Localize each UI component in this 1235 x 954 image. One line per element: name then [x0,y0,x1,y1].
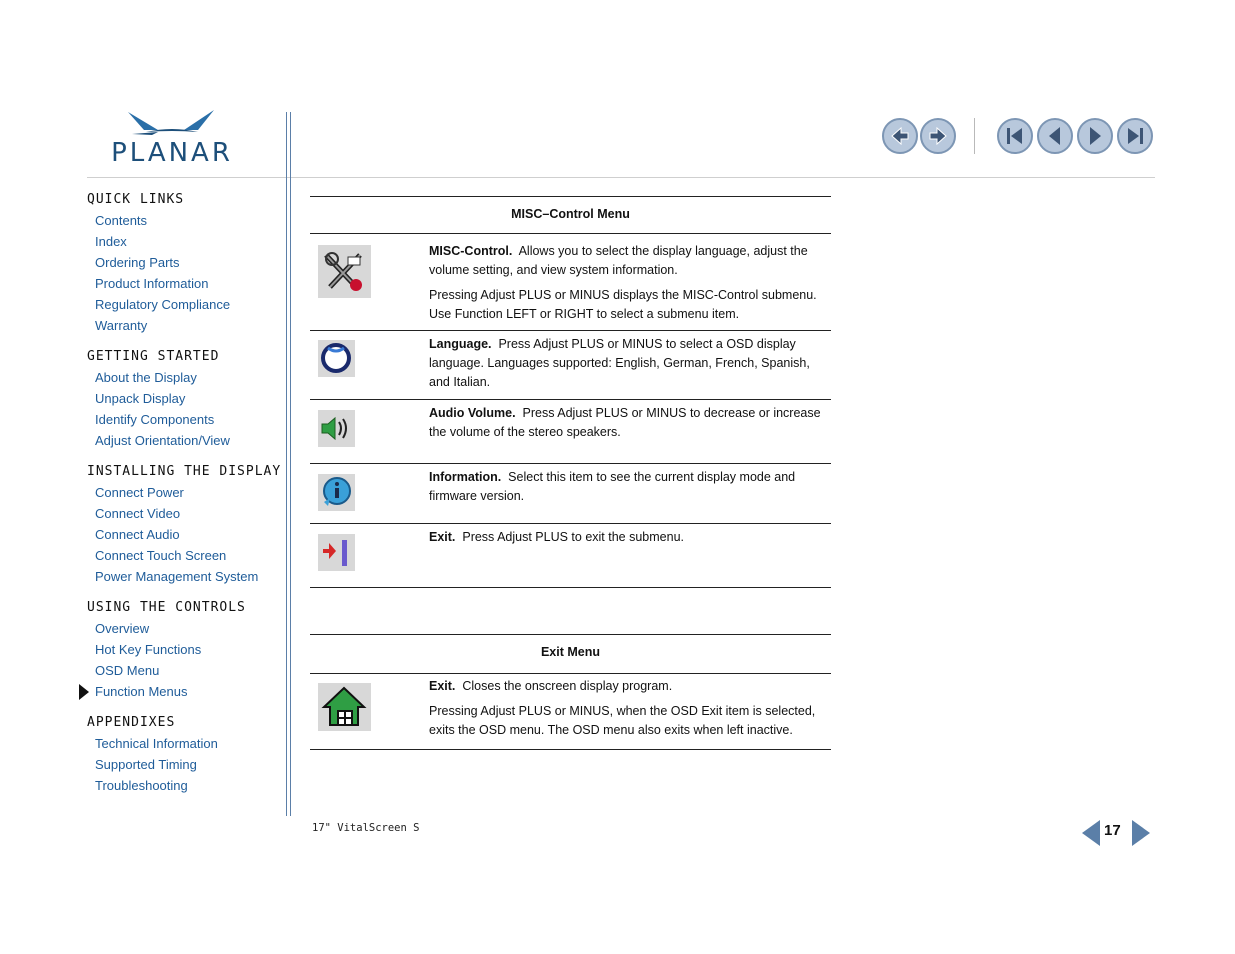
exit-menu-table [310,634,831,750]
language-globe-icon [318,340,355,377]
row-text: Closes the onscreen display program. [462,679,673,693]
forward-button[interactable] [920,118,956,154]
sidebar-item-osd-menu[interactable]: OSD Menu [95,663,160,678]
sidebar-item-contents[interactable]: Contents [95,213,148,228]
section-title: USING THE CONTROLS [87,600,246,615]
sidebar-section-installing [87,462,282,587]
toolbar-separator [974,118,975,154]
row-term: Exit. [429,679,456,693]
sidebar-item-connect-video[interactable]: Connect Video [95,506,181,521]
last-page-button[interactable] [1117,118,1153,154]
sidebar-item-power-management[interactable]: Power Management System [95,569,259,584]
sidebar-item-about-the-display[interactable]: About the Display [95,370,197,385]
sidebar-item-warranty[interactable]: Warranty [95,318,148,333]
sidebar-section-getting-started [87,347,282,451]
row-text-secondary: Pressing Adjust PLUS or MINUS displays the MISC-Control submenu. Use Function LEFT or RIGHT to select a submenu item. [429,288,817,321]
misc-tools-icon [318,245,371,298]
section-title: QUICK LINKS [87,192,185,207]
table-row [310,234,831,331]
row-text: Press Adjust PLUS to exit the submenu. [462,530,685,544]
next-page-icon [1079,120,1111,152]
next-page-button[interactable] [1077,118,1113,154]
sidebar [87,190,282,807]
logo-swoosh-icon [96,108,248,140]
sidebar-section-appendixes [87,713,282,796]
first-page-icon [999,120,1031,152]
sidebar-item-ordering-parts[interactable]: Ordering Parts [95,255,180,270]
table-row [310,524,831,588]
sidebar-item-index[interactable]: Index [95,234,127,249]
sidebar-item-label: Function Menus [95,684,188,699]
sidebar-item-connect-power[interactable]: Connect Power [95,485,184,500]
row-description [429,335,831,398]
table-row [310,400,831,464]
last-page-icon [1119,120,1151,152]
sidebar-item-connect-audio[interactable]: Connect Audio [95,527,180,542]
row-term: Exit. [429,530,456,544]
sidebar-divider [286,112,287,816]
arrow-left-icon [884,120,916,152]
row-term: Information. [429,470,502,484]
row-description [429,468,831,512]
exit-arrow-icon [318,534,355,571]
current-page-marker-icon [79,684,89,700]
sidebar-item-function-menus[interactable] [87,681,282,702]
page-previous-icon[interactable] [1080,818,1102,848]
sidebar-item-supported-timing[interactable]: Supported Timing [95,757,197,772]
table-title: Exit Menu [310,634,831,674]
section-title: APPENDIXES [87,715,176,730]
sidebar-item-adjust-orientation[interactable]: Adjust Orientation/View [95,433,230,448]
page-next-icon[interactable] [1130,818,1152,848]
section-title: GETTING STARTED [87,349,220,364]
row-text: Press Adjust PLUS or MINUS to decrease or increase the volume of the stereo speakers. [429,406,821,439]
row-text: Press Adjust PLUS or MINUS to select a OSD display language. Languages supported: English, German, French, Spanish, and Italian. [429,337,810,389]
previous-page-icon [1039,120,1071,152]
product-name: 17" VitalScreen S [312,822,420,834]
table-row [310,674,831,750]
back-button[interactable] [882,118,918,154]
header-divider [87,177,1155,178]
table-row [310,331,831,400]
arrow-right-icon [922,120,954,152]
sidebar-item-unpack-display[interactable]: Unpack Display [95,391,186,406]
row-description [429,242,831,330]
sidebar-item-connect-touch-screen[interactable]: Connect Touch Screen [95,548,227,563]
table-title: MISC–Control Menu [310,196,831,234]
sidebar-item-hot-key-functions[interactable]: Hot Key Functions [95,642,202,657]
sidebar-divider-inner [290,112,291,816]
table-row [310,464,831,524]
information-icon [318,474,355,511]
sidebar-item-regulatory-compliance[interactable]: Regulatory Compliance [95,297,231,312]
page-number: 17 [1104,822,1121,839]
row-text: Select this item to see the current display mode and firmware version. [429,470,796,503]
home-icon [318,683,371,731]
row-text: Allows you to select the display language, adjust the volume setting, and view system information. [429,244,808,277]
row-term: MISC-Control. [429,244,513,258]
planar-logo [96,108,248,168]
first-page-button[interactable] [997,118,1033,154]
row-text-secondary: Pressing Adjust PLUS or MINUS, when the OSD Exit item is selected, exits the OSD menu. The OSD menu also exits when left inactive. [429,704,816,737]
row-term: Audio Volume. [429,406,516,420]
misc-control-table [310,196,831,588]
speaker-icon [318,410,355,447]
sidebar-item-overview[interactable]: Overview [95,621,150,636]
sidebar-section-quick-links [87,190,282,336]
sidebar-item-identify-components[interactable]: Identify Components [95,412,215,427]
row-term: Language. [429,337,492,351]
row-description [429,677,831,746]
row-description [429,528,831,553]
previous-page-button[interactable] [1037,118,1073,154]
sidebar-item-technical-information[interactable]: Technical Information [95,736,218,751]
sidebar-item-troubleshooting[interactable]: Troubleshooting [95,778,188,793]
sidebar-section-controls [87,598,282,702]
section-title: INSTALLING THE DISPLAY [87,464,282,479]
row-description [429,404,831,448]
logo-wordmark: PLANAR [111,138,233,168]
sidebar-item-product-information[interactable]: Product Information [95,276,209,291]
